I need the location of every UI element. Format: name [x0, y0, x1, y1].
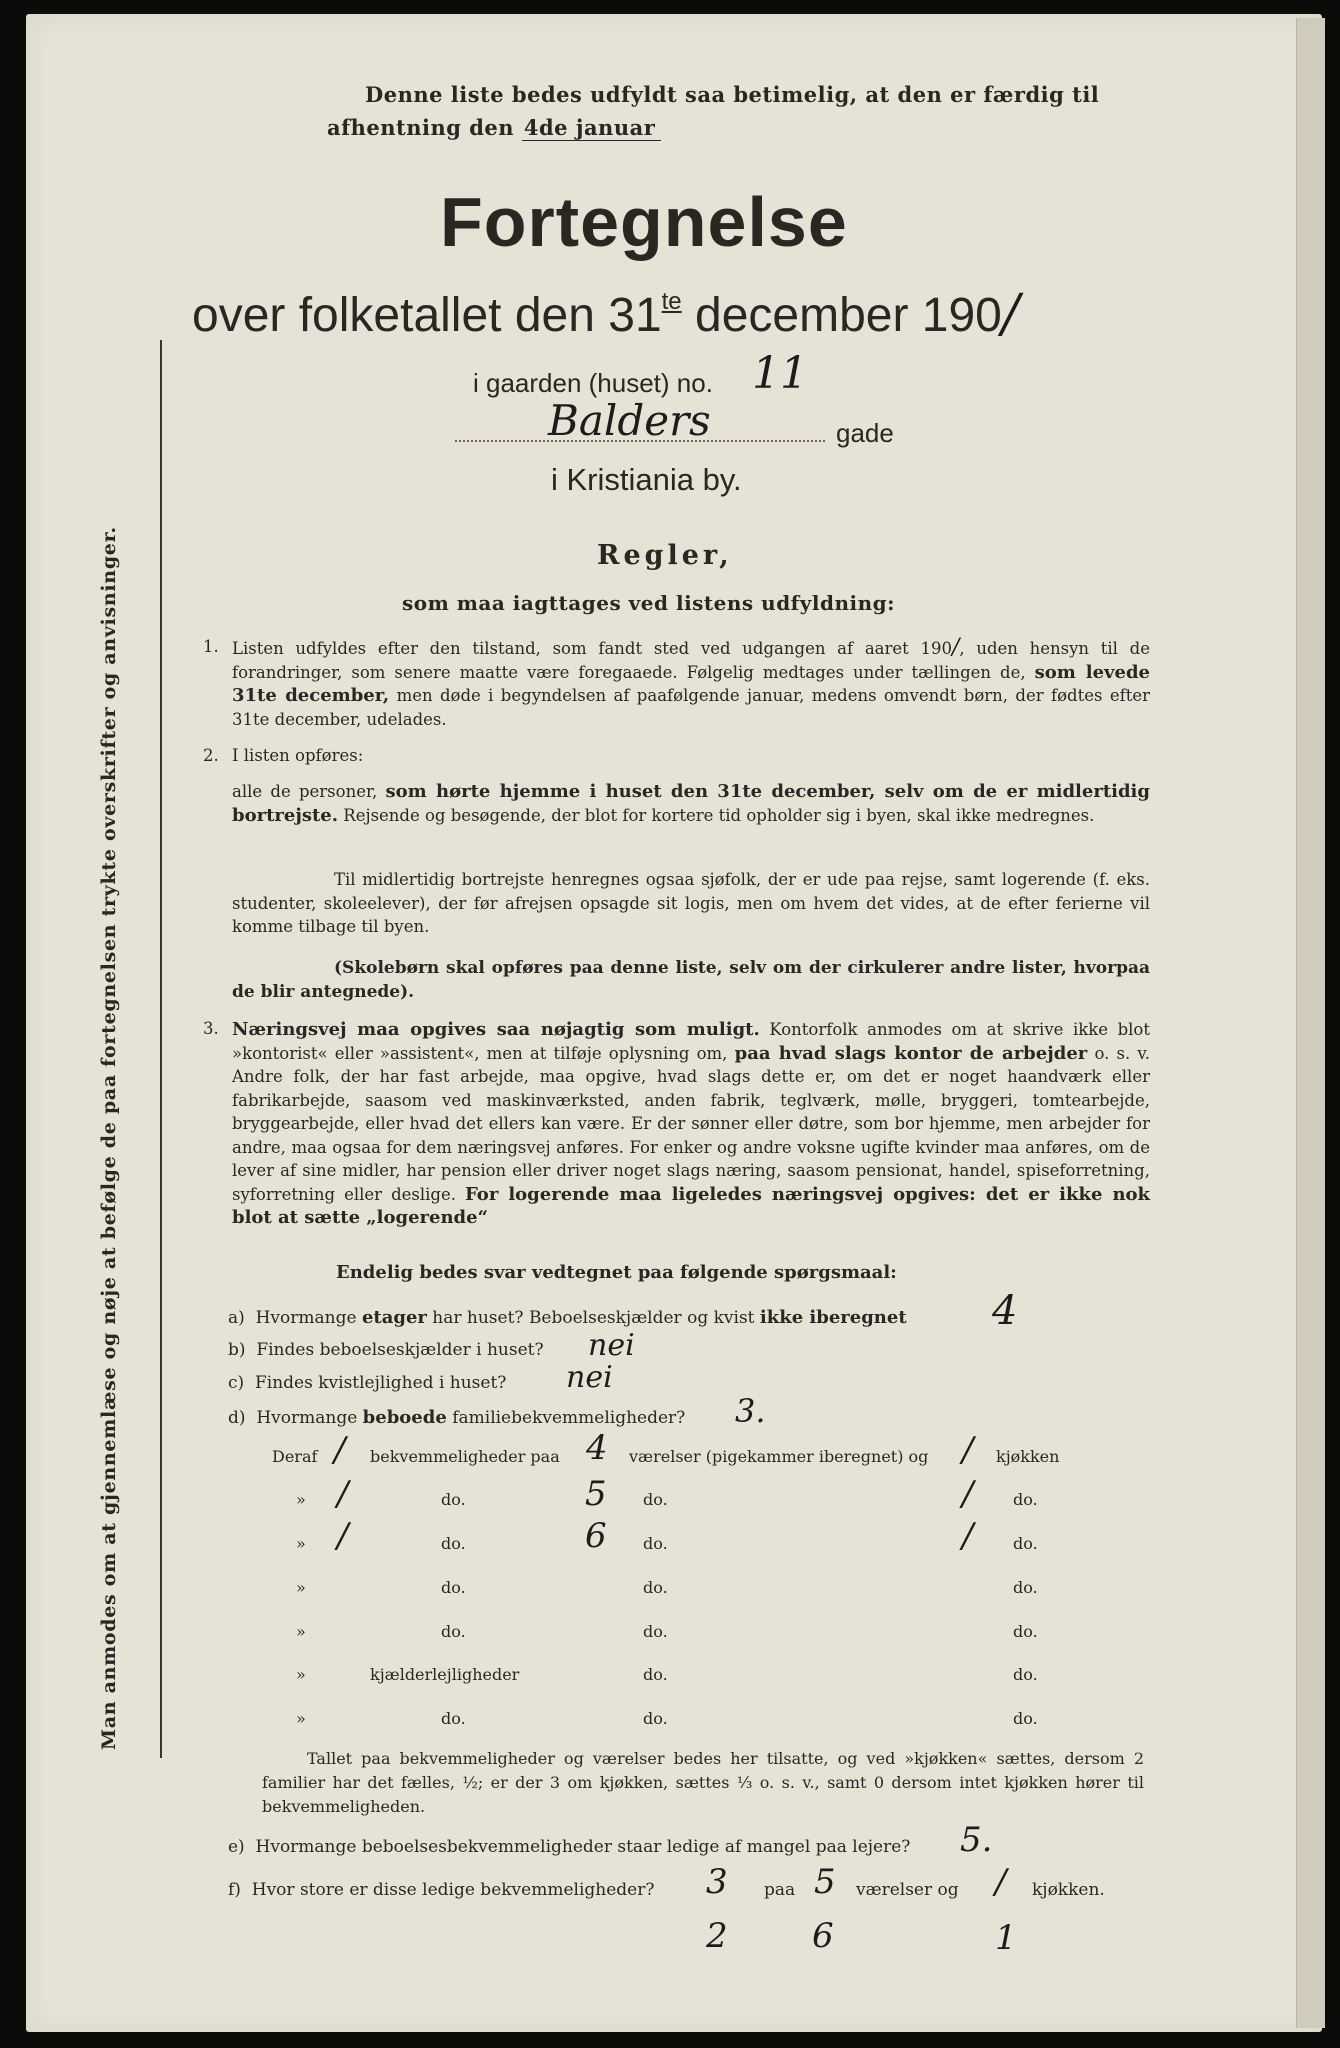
question-d-b1: beboede [362, 1407, 447, 1428]
ditto-mark: » [296, 1534, 306, 1553]
rule-2-intro: I listen opføres: [232, 746, 364, 765]
do-label: do. [441, 1578, 466, 1597]
rule-1-number: 1. [203, 637, 219, 656]
do-label: do. [1013, 1665, 1038, 1684]
question-f-label: f) [228, 1880, 241, 1900]
row-1-count: / [334, 1430, 346, 1470]
row-2-kitchens: / [962, 1474, 974, 1514]
question-c-label: c) [228, 1373, 245, 1393]
question-d-t1: Hvormange [256, 1408, 358, 1428]
rule-1-b: , uden hensyn til de forandringer, som senere maatte være foregaaede. Følgelig medtages under tællingen de, [232, 639, 1150, 682]
rule-3-text [232, 1018, 1150, 1230]
notice-line-1: Denne liste bedes udfyldt saa betimelig, at den er færdig til [365, 82, 1100, 107]
rule-3-bold-1: Næringsvej maa opgives saa nøjagtig som muligt. [232, 1019, 760, 1040]
do-label: do. [1013, 1709, 1038, 1728]
answer-d: 3. [735, 1392, 766, 1430]
do-label: do. [441, 1490, 466, 1509]
subtitle-suffix: december 190 [681, 289, 1002, 342]
f-paa: paa [764, 1880, 796, 1900]
rule-3-bold-2: paa hvad slags kontor de arbejder [734, 1042, 1088, 1064]
notice-line-2 [327, 115, 661, 140]
rule-2-paragraph-2: Til midlertidig bortrejste henregnes ogsaa sjøfolk, der er ude paa rejse, samt logerende (f. eks. studenter, skoleelever), der før afrejsen opsagde sit logis, men om hvem det vides, at de efter ferierne vil komme tilbage til byen. [232, 870, 1150, 936]
do-label: do. [643, 1490, 668, 1509]
question-a-b2: ikke iberegnet [759, 1307, 907, 1328]
ditto-mark: » [296, 1490, 306, 1509]
do-label: do. [643, 1534, 668, 1553]
question-f [228, 1880, 654, 1900]
question-c-text: Findes kvistlejlighed i huset? [254, 1373, 507, 1393]
rules-heading: Regler, [597, 540, 733, 571]
question-a-label: a) [228, 1308, 245, 1328]
page-title: Fortegnelse [440, 183, 848, 261]
city-line: i Kristiania by. [551, 462, 742, 497]
ditto-mark: » [296, 1709, 306, 1728]
rule-2-text [232, 780, 1150, 827]
row-1-rooms: 4 [586, 1428, 608, 1468]
row-3-rooms: 6 [585, 1516, 607, 1556]
rule-1-c: men døde i begyndelsen af paafølgende januar, medens omvendt børn, der fødtes efter 31te december, udelades. [232, 686, 1150, 729]
question-d-t2: familiebekvemmeligheder? [452, 1408, 686, 1428]
street-label: gade [836, 418, 894, 448]
rule-2-number: 2. [203, 746, 219, 765]
rule-1-year: / [951, 635, 960, 660]
house-number: 11 [752, 348, 808, 399]
row-1-rooms-label: værelser (pigekammer iberegnet) og [629, 1447, 929, 1466]
row-3-kitchens: / [962, 1516, 974, 1556]
rule-3-bold-3: For logerende maa ligeledes næringsvej opgives: det er ikke nok blot at sætte „logerende“ [232, 1183, 1151, 1228]
house-label: i gaarden (huset) no. [473, 368, 713, 398]
ditto-mark: » [296, 1622, 306, 1641]
collection-date: 4de januar [522, 115, 661, 141]
f-row-2-kitchens: 1 [995, 1918, 1017, 1958]
row-2-rooms: 5 [585, 1474, 607, 1514]
rule-3-number: 3. [203, 1019, 219, 1038]
question-a [228, 1307, 907, 1328]
deraf-label: Deraf [272, 1447, 318, 1466]
do-label: do. [441, 1622, 466, 1641]
question-c [228, 1373, 506, 1393]
f-rooms-label: værelser og [856, 1880, 959, 1900]
question-e [228, 1837, 910, 1857]
question-d [228, 1407, 685, 1428]
handwritten-year-digit: / [1001, 284, 1020, 344]
f-row-1-kitchens: / [995, 1862, 1007, 1902]
rule-2-b: Rejsende og besøgende, der blot for kortere tid opholder sig i byen, skal ikke medregnes. [343, 805, 1095, 825]
row-1-kitchen-label: kjøkken [996, 1447, 1060, 1466]
rule-1-a: Listen udfyldes efter den tilstand, som fandt sted ved udgangen af aaret 190 [232, 639, 952, 658]
do-label: do. [643, 1578, 668, 1597]
rule-3-a: Kontorfolk anmodes om at skrive ikke blot »kontorist« eller »assistent«, men at tilføje oplysning om, [232, 1020, 1150, 1063]
do-label: do. [441, 1709, 466, 1728]
rule-2-bold: som hørte hjemme i huset den 31te december, selv om de er midlertidig bortrejste. [232, 781, 1150, 826]
f-row-1-rooms: 5 [814, 1862, 836, 1902]
rule-1-text [232, 636, 1150, 731]
answer-b: nei [588, 1328, 635, 1363]
question-a-t2: har huset? Beboelseskjælder og kvist [432, 1308, 755, 1328]
question-a-t1: Hvormange [255, 1308, 357, 1328]
do-label: do. [643, 1665, 668, 1684]
street-name: Balders [548, 396, 711, 445]
question-b [228, 1340, 544, 1360]
do-label: do. [643, 1622, 668, 1641]
f-row-2-count: 2 [706, 1916, 728, 1956]
ditto-mark: » [296, 1665, 306, 1684]
row-2-count: / [337, 1474, 349, 1514]
subtitle-sup: te [661, 288, 682, 315]
ditto-mark: » [296, 1578, 306, 1597]
do-label: do. [643, 1709, 668, 1728]
question-e-label: e) [228, 1837, 245, 1857]
rule-1-bold: som levede 31te december, [232, 661, 1150, 706]
question-b-label: b) [228, 1340, 246, 1360]
notice-line-2-prefix: afhentning den [327, 115, 522, 140]
dwelling-note: Tallet paa bekvemmeligheder og værelser bedes her tilsatte, og ved »kjøkken« sættes, dersom 2 familier har det fælles, ½; er der 3 om kjøkken, sættes ⅓ o. s. v., samt 0 dersom intet kjøkken hører til bekvemmeligheden. [262, 1749, 1144, 1816]
f-kitchen-label: kjøkken. [1032, 1880, 1105, 1900]
row-3-count: / [337, 1516, 349, 1556]
question-d-label: d) [228, 1408, 246, 1428]
do-label: do. [1013, 1490, 1038, 1509]
rule-3-b: o. s. v. Andre folk, der har fast arbejde, maa opgive, hvad slags dette er, om det er noget haandværk eller fabrikarbejde, saasom ved maskinværksted, anden fabrik, teglværk, mølle, bryggeri, tomtearbejde, bryggearbejde, eller hvad det ellers kan være. Er der sønner eller døtre, som bor hjemme, men arbejder for andre, maa ogsaa for dem næringsvej anføres. For enker og andre voksne ugifte kvinder maa anføres, om de lever af sine midler, har pension eller driver noget slags næring, saasom pensionat, handel, spiseforretning, syforretning eller deslige. [232, 1043, 1150, 1204]
question-f-text: Hvor store er disse ledige bekvemmeligheder? [251, 1880, 655, 1900]
sidebar-rule [160, 340, 162, 1758]
rule-2-a: alle de personer, [232, 782, 378, 801]
answer-a: 4 [992, 1288, 1018, 1334]
questions-heading: Endelig bedes svar vedtegnet paa følgende spørgsmaal: [336, 1262, 897, 1283]
do-label: do. [1013, 1578, 1038, 1597]
rules-subheading: som maa iagttages ved listens udfyldning: [402, 591, 896, 615]
sidebar-note: Man anmodes om at gjennemlæse og nøje at befølge de paa fortegnelsen trykte overskrifter og anvisninger. [98, 526, 120, 1750]
row-1-kitchens: / [962, 1430, 974, 1470]
do-label: do. [1013, 1622, 1038, 1641]
paper-edge [1296, 18, 1325, 2028]
subtitle-prefix: over folketallet den 31 [192, 289, 662, 342]
f-row-2-rooms: 6 [812, 1916, 834, 1956]
question-b-text: Findes beboelseskjælder i huset? [256, 1340, 544, 1360]
answer-e: 5. [960, 1820, 993, 1860]
row-1-label: bekvemmeligheder paa [370, 1447, 560, 1466]
question-a-b1: etager [361, 1307, 427, 1328]
basement-label: kjælderlejligheder [370, 1665, 520, 1684]
do-label: do. [1013, 1534, 1038, 1553]
do-label: do. [441, 1534, 466, 1553]
answer-c: nei [566, 1360, 613, 1395]
rule-2-paragraph-3: (Skolebørn skal opføres paa denne liste, selv om der cirkulerer andre lister, hvorpaa de blir antegnede). [232, 958, 1150, 1002]
question-e-text: Hvormange beboelsesbekvemmeligheder staar ledige af mangel paa lejere? [255, 1837, 911, 1857]
page-subtitle [192, 284, 1019, 344]
f-row-1-count: 3 [706, 1862, 728, 1902]
